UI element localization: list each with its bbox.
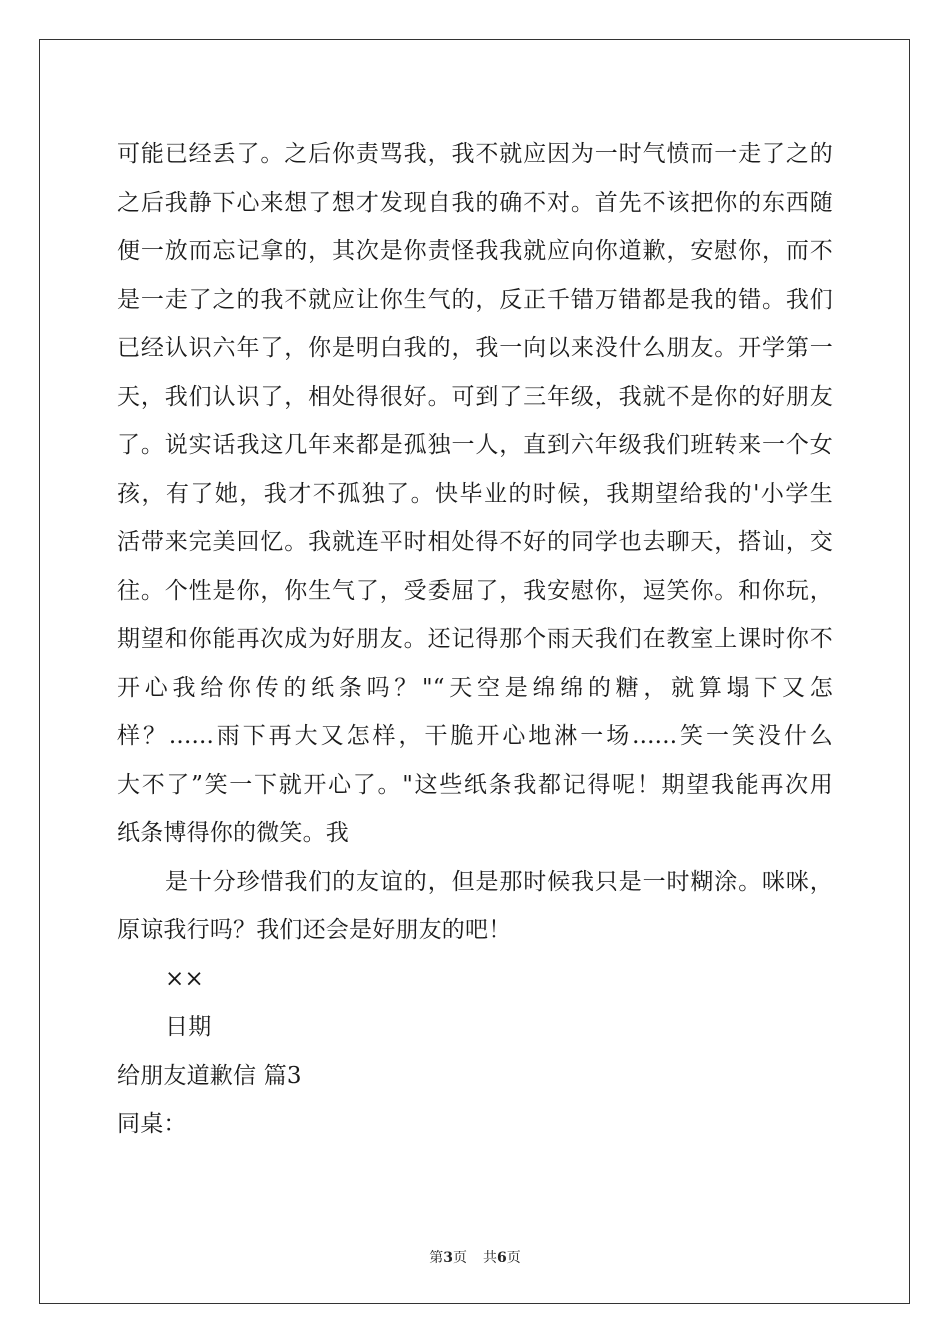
- footer-page-number: 3: [443, 1250, 453, 1266]
- section-title: 给朋友道歉信 篇3: [117, 1062, 302, 1089]
- footer-total-pages: 6: [497, 1250, 507, 1266]
- body-line: 往。个性是你，你生气了，受委屈了，我安慰你，逗笑你。和你玩，: [117, 577, 833, 604]
- body-line: 样？......雨下再大又怎样，干脆开心地淋一场......笑一笑没什么: [117, 723, 833, 749]
- body-line: 了。说实话我这几年来都是孤独一人，直到六年级我们班转来一个女: [117, 432, 833, 458]
- body-line: 是一走了之的我不就应让你生气的，反正千错万错都是我的错。我们: [117, 286, 833, 313]
- footer-prefix: 第: [429, 1250, 444, 1266]
- body-line: 活带来完美回忆。我就连平时相处得不好的同学也去聊天，搭讪，交: [117, 529, 833, 555]
- letter-body: [117, 130, 833, 1149]
- signature: ××: [165, 965, 204, 992]
- date-label: 日期: [165, 1014, 212, 1040]
- salutation: 同桌：: [117, 1111, 187, 1137]
- page-footer: [0, 1247, 950, 1267]
- body-line: 期望和你能再次成为好朋友。还记得那个雨天我们在教室上课时你不: [117, 626, 833, 652]
- body-line: 孩，有了她，我才不孤独了。快毕业的时候，我期望给我的'小学生: [117, 480, 833, 507]
- paragraph-line: 原谅我行吗？我们还会是好朋友的吧！: [117, 917, 512, 943]
- body-line: 可能已经丢了。之后你责骂我，我不就应因为一时气愤而一走了之的: [117, 141, 833, 167]
- footer-total-prefix: 共: [483, 1250, 497, 1266]
- body-line: 开心我给你传的纸条吗？"“天空是绵绵的糖，就算塌下又怎: [117, 674, 833, 701]
- body-line: 大不了”笑一下就开心了。"这些纸条我都记得呢！期望我能再次用: [117, 771, 833, 798]
- body-line: 便一放而忘记拿的，其次是你责怪我我就应向你道歉，安慰你，而不: [117, 238, 833, 264]
- footer-page-suffix: 页: [453, 1250, 467, 1266]
- body-line: 已经认识六年了，你是明白我的，我一向以来没什么朋友。开学第一: [117, 335, 833, 361]
- footer-total-suffix: 页: [506, 1250, 521, 1266]
- body-line: 纸条博得你的微笑。我: [117, 820, 349, 846]
- body-line: 之后我静下心来想了想才发现自我的确不对。首先不该把你的东西随: [117, 189, 833, 216]
- body-line: 天，我们认识了，相处得很好。可到了三年级，我就不是你的好朋友: [117, 383, 833, 410]
- paragraph-line: 是十分珍惜我们的友谊的，但是那时候我只是一时糊涂。咪咪，: [165, 868, 833, 895]
